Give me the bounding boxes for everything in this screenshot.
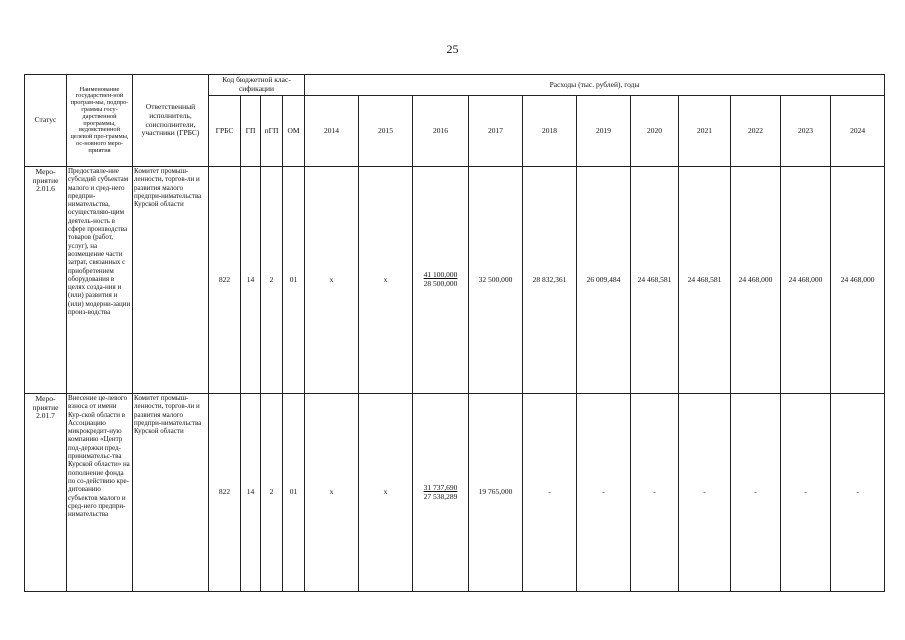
row-value-2014: x <box>305 167 359 394</box>
row-value-2020: - <box>631 394 679 592</box>
row-value-2016-bottom: 27 538,289 <box>423 491 458 501</box>
table-row <box>25 394 885 592</box>
row-responsible: Комитет промыш-ленности, торгов-ли и развития малого предпри-нимательства Курской области <box>133 394 209 592</box>
row-value-2016 <box>413 167 469 394</box>
header-year: 2022 <box>731 96 781 167</box>
header-year: 2018 <box>523 96 577 167</box>
header-code-grbs: ГРБС <box>209 96 241 167</box>
header-year: 2020 <box>631 96 679 167</box>
row-value-2016-bottom: 28 500,000 <box>423 279 458 288</box>
header-expenses: Расходы (тыс. рублей), годы <box>305 75 885 96</box>
header-year: 2021 <box>679 96 731 167</box>
row-name: Предоставле-ние субсидий субъектам малого и сред-него предпри-нимательства, осуществляю-щим деятель-ность в сфере производства товаров (работ, услуг), на возмещение части затрат, связанных с приобретением оборудования в целях созда-ния и (или) развития и (или) модерни-зации произ-водства <box>67 167 133 394</box>
row-value-2016-top: 31 737,690 <box>423 482 458 492</box>
row-name: Внесение це-левого взноса от имени Кур-ской области в Ассоциацию микрокредит-ную компанию «Центр под-держки пред-принимательс-тва Курской области» на пополнение фонда по со-действию кре-дитованию субъектов малого и сред-него предпри-нимательства <box>67 394 133 592</box>
row-responsible: Комитет промыш-ленности, торгов-ли и развития малого предпри-нимательства Курской области <box>133 167 209 394</box>
expenses-table <box>24 74 885 592</box>
row-value-2024: 24 468,000 <box>831 167 885 394</box>
row-value-2019: 26 009,484 <box>577 167 631 394</box>
row-value-2023: - <box>781 394 831 592</box>
row-code-om: 01 <box>283 167 305 394</box>
header-status: Статус <box>25 75 67 167</box>
row-code-pgp: 2 <box>261 167 283 394</box>
row-code-grbs: 822 <box>209 167 241 394</box>
row-status: Меро-приятие 2.01.7 <box>25 394 67 592</box>
row-value-2015: x <box>359 167 413 394</box>
row-status: Меро-приятие 2.01.6 <box>25 167 67 394</box>
row-code-gp: 14 <box>241 167 261 394</box>
row-code-om: 01 <box>283 394 305 592</box>
row-value-2022: - <box>731 394 781 592</box>
header-year: 2017 <box>469 96 523 167</box>
header-budget-code: Код бюджетной клас-сификации <box>209 75 305 96</box>
header-year: 2016 <box>413 96 469 167</box>
header-code-pgp: пГП <box>261 96 283 167</box>
row-value-2014: x <box>305 394 359 592</box>
row-value-2019: - <box>577 394 631 592</box>
header-responsible: Ответственный исполнитель, соисполнители, участники (ГРБС) <box>133 75 209 167</box>
header-year: 2019 <box>577 96 631 167</box>
header-row-top <box>25 75 885 96</box>
row-value-2018: 28 832,361 <box>523 167 577 394</box>
header-year: 2023 <box>781 96 831 167</box>
row-code-pgp: 2 <box>261 394 283 592</box>
row-code-grbs: 822 <box>209 394 241 592</box>
row-value-2022: 24 468,000 <box>731 167 781 394</box>
row-value-2020: 24 468,581 <box>631 167 679 394</box>
header-code-om: ОМ <box>283 96 305 167</box>
row-value-2018: - <box>523 394 577 592</box>
row-value-2017: 32 500,000 <box>469 167 523 394</box>
header-year: 2015 <box>359 96 413 167</box>
table-row <box>25 167 885 394</box>
row-value-2017: 19 765,000 <box>469 394 523 592</box>
header-year: 2014 <box>305 96 359 167</box>
row-value-2024: - <box>831 394 885 592</box>
row-value-2021: 24 468,581 <box>679 167 731 394</box>
row-value-2023: 24 468,000 <box>781 167 831 394</box>
row-value-2021: - <box>679 394 731 592</box>
row-value-2016 <box>413 394 469 592</box>
row-code-gp: 14 <box>241 394 261 592</box>
header-name: Наименование государствен-ной програм-мы, подпро-граммы госу-дарственной программы, ведомственной целевой про-граммы, ос-новного меро-приятия <box>67 75 133 167</box>
row-value-2015: x <box>359 394 413 592</box>
header-year: 2024 <box>831 96 885 167</box>
page-number: 25 <box>446 42 459 56</box>
header-code-gp: ГП <box>241 96 261 167</box>
row-value-2016-top: 41 100,000 <box>423 270 458 280</box>
